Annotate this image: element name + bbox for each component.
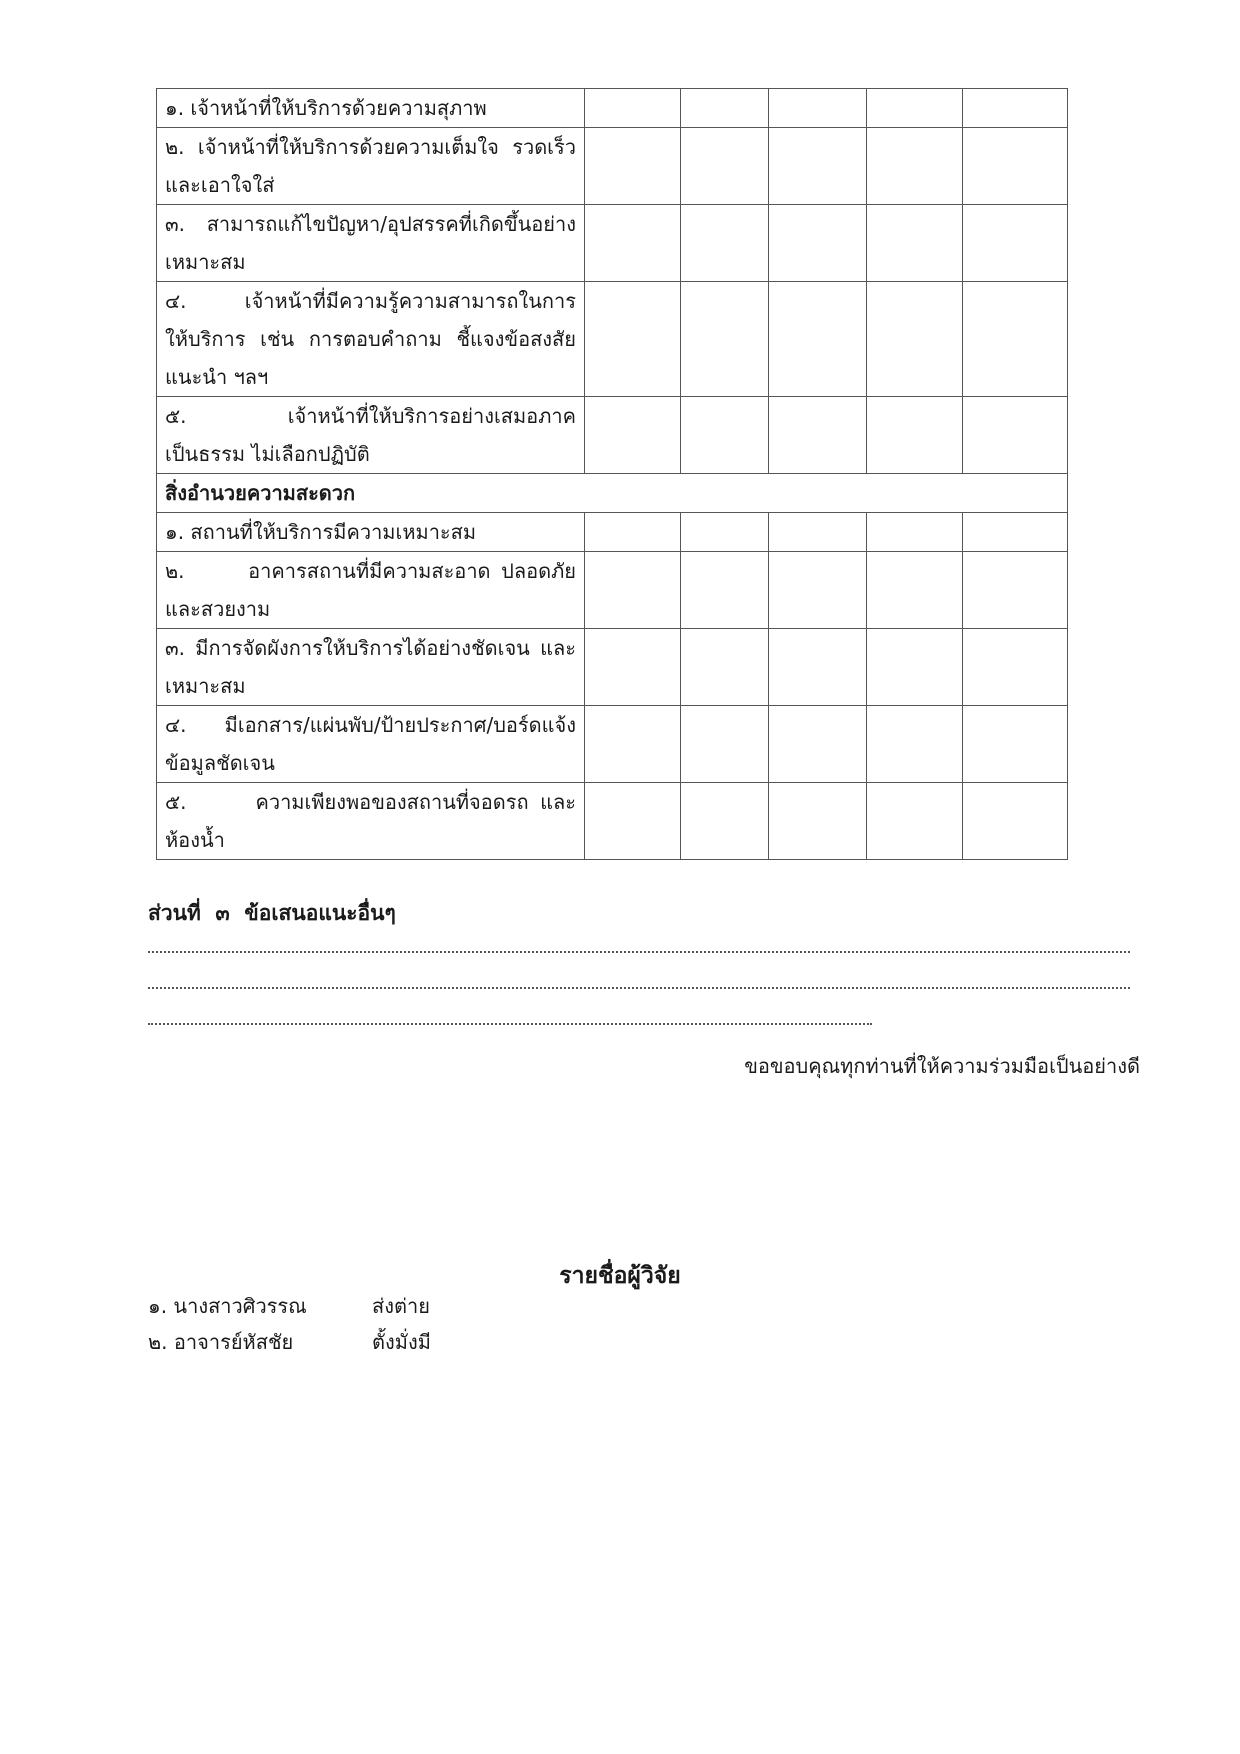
- table-row: [157, 89, 1068, 128]
- rating-cell[interactable]: [769, 89, 867, 128]
- researcher-surname: ส่งต่าย: [372, 1294, 430, 1318]
- rating-cell[interactable]: [769, 282, 867, 397]
- researcher-entry: [148, 1290, 430, 1322]
- rating-cell[interactable]: [867, 128, 963, 205]
- rating-cell[interactable]: [681, 128, 769, 205]
- rating-cell[interactable]: [681, 552, 769, 629]
- thanks-note: ขอขอบคุณทุกท่านที่ให้ความร่วมมือเป็นอย่างดี: [744, 1054, 1140, 1078]
- rating-cell[interactable]: [963, 513, 1068, 552]
- rating-cell[interactable]: [681, 205, 769, 282]
- part3-title: ส่วนที่ ๓ ข้อเสนอแนะอื่นๆ: [148, 901, 396, 925]
- suggestion-line-3[interactable]: [148, 1023, 872, 1025]
- rating-cell[interactable]: [585, 552, 681, 629]
- table-row: [157, 706, 1068, 783]
- table-row: [157, 128, 1068, 205]
- rating-cell[interactable]: [681, 513, 769, 552]
- rating-cell[interactable]: [769, 706, 867, 783]
- rating-cell[interactable]: [867, 629, 963, 706]
- rating-cell[interactable]: [681, 706, 769, 783]
- item-text: ๔. มีเอกสาร/แผ่นพับ/ป้ายประกาศ/บอร์ดแจ้งข้อมูลชัดเจน: [157, 706, 585, 783]
- rating-cell[interactable]: [769, 513, 867, 552]
- researcher-name: ๒. อาจารย์หัสชัย: [148, 1330, 294, 1354]
- rating-cell[interactable]: [963, 128, 1068, 205]
- rating-cell[interactable]: [963, 205, 1068, 282]
- rating-cell[interactable]: [769, 552, 867, 629]
- rating-cell[interactable]: [867, 282, 963, 397]
- rating-cell[interactable]: [681, 629, 769, 706]
- rating-cell[interactable]: [867, 397, 963, 474]
- item-text: ๑. เจ้าหน้าที่ให้บริการด้วยความสุภาพ: [157, 89, 585, 128]
- rating-cell[interactable]: [963, 552, 1068, 629]
- rating-cell[interactable]: [585, 706, 681, 783]
- rating-cell[interactable]: [963, 397, 1068, 474]
- rating-cell[interactable]: [585, 89, 681, 128]
- item-text: ๓. สามารถแก้ไขปัญหา/อุปสรรคที่เกิดขึ้นอย่างเหมาะสม: [157, 205, 585, 282]
- facilities-header: สิ่งอำนวยความสะดวก: [157, 474, 1068, 513]
- table-row: [157, 783, 1068, 860]
- rating-cell[interactable]: [585, 513, 681, 552]
- suggestion-line-2[interactable]: [148, 987, 1130, 989]
- rating-cell[interactable]: [867, 205, 963, 282]
- rating-cell[interactable]: [769, 783, 867, 860]
- rating-cell[interactable]: [963, 706, 1068, 783]
- rating-cell[interactable]: [769, 629, 867, 706]
- rating-cell[interactable]: [585, 783, 681, 860]
- rating-cell[interactable]: [585, 397, 681, 474]
- rating-cell[interactable]: [963, 629, 1068, 706]
- researchers-title: รายชื่อผู้วิจัย: [559, 1263, 681, 1289]
- rating-cell[interactable]: [681, 282, 769, 397]
- researcher-surname: ตั้งมั่งมี: [372, 1330, 431, 1354]
- table-row: [157, 629, 1068, 706]
- rating-cell[interactable]: [585, 282, 681, 397]
- rating-cell[interactable]: [769, 128, 867, 205]
- rating-cell[interactable]: [681, 89, 769, 128]
- suggestion-line-1[interactable]: [148, 951, 1130, 953]
- section-header-row: [157, 474, 1068, 513]
- table-row: [157, 513, 1068, 552]
- rating-cell[interactable]: [867, 513, 963, 552]
- rating-cell[interactable]: [681, 397, 769, 474]
- rating-cell[interactable]: [963, 282, 1068, 397]
- table-row: [157, 205, 1068, 282]
- rating-cell[interactable]: [769, 205, 867, 282]
- item-text: ๔. เจ้าหน้าที่มีความรู้ความสามารถในการให้บริการ เช่น การตอบคำถาม ชี้แจงข้อสงสัย แนะนำ ฯลฯ: [157, 282, 585, 397]
- researcher-entry: [148, 1326, 431, 1358]
- rating-cell[interactable]: [867, 552, 963, 629]
- rating-cell[interactable]: [585, 128, 681, 205]
- item-text: ๓. มีการจัดผังการให้บริการได้อย่างชัดเจน และเหมาะสม: [157, 629, 585, 706]
- rating-cell[interactable]: [585, 629, 681, 706]
- rating-cell[interactable]: [585, 205, 681, 282]
- researcher-name: ๑. นางสาวศิวรรณ: [148, 1294, 307, 1318]
- table-row: [157, 282, 1068, 397]
- rating-cell[interactable]: [963, 783, 1068, 860]
- rating-cell[interactable]: [867, 89, 963, 128]
- satisfaction-table: [156, 88, 1068, 860]
- item-text: ๕. ความเพียงพอของสถานที่จอดรถ และห้องน้ำ: [157, 783, 585, 860]
- table-row: [157, 397, 1068, 474]
- item-text: ๕. เจ้าหน้าที่ให้บริการอย่างเสมอภาค เป็นธรรม ไม่เลือกปฏิบัติ: [157, 397, 585, 474]
- table-row: [157, 552, 1068, 629]
- rating-cell[interactable]: [769, 397, 867, 474]
- rating-cell[interactable]: [867, 783, 963, 860]
- rating-cell[interactable]: [681, 783, 769, 860]
- item-text: ๒. เจ้าหน้าที่ให้บริการด้วยความเต็มใจ รวดเร็ว และเอาใจใส่: [157, 128, 585, 205]
- rating-cell[interactable]: [963, 89, 1068, 128]
- item-text: ๑. สถานที่ให้บริการมีความเหมาะสม: [157, 513, 585, 552]
- rating-cell[interactable]: [867, 706, 963, 783]
- item-text: ๒. อาคารสถานที่มีความสะอาด ปลอดภัย และสวยงาม: [157, 552, 585, 629]
